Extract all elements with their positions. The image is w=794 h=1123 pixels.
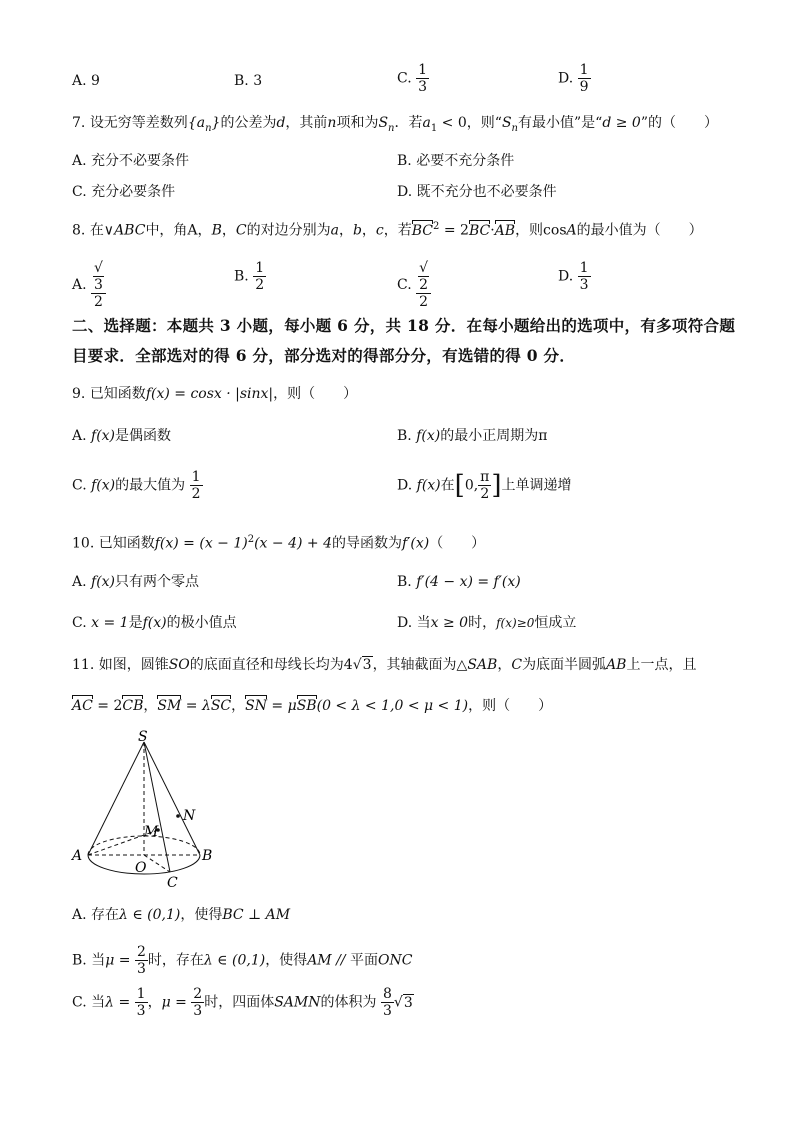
q8-stem: 8. 在∨ABC中，角A，B，C的对边分别为a，b，c，若$BC^2 = 2BC\cdot AB$，则cosA的最小值为（ ） (72, 221, 703, 239)
q11-option-c: C. 当λ = $\frac{1}{3}$ ，μ = $\frac{2}{3}$ 时，四面体SAMN的体积为 $\frac{8}{3}$ √3 (72, 986, 413, 1019)
label-b: B (202, 848, 213, 864)
label-o: O (135, 860, 147, 876)
q6-option-d: D. $\frac{1}{9}$ (558, 62, 589, 95)
q11-stem-line2: AC = 2CB，SM = λSC，SN = μSB(0 < λ < 1,0 < μ < 1)，则（ ） (72, 698, 553, 714)
label-a: A (72, 848, 83, 864)
q9-option-d: D. f(x)在[0, $\frac{\pi}{2}$ ]上单调递增 (397, 469, 572, 502)
q8-option-b: B. $\frac{1}{2}$ (234, 260, 265, 293)
q9-option-c: C. f(x)的最大值为 $\frac{1}{2}$ (72, 469, 201, 502)
label-m: M (144, 824, 159, 840)
q7-stem: 7. 设无穷等差数列$\{a_n\}$的公差为d，其前n项和为$S_n$．若$a_1 < 0$，则“$S_n$有最小值”是“d ≥ 0”的（ ） (72, 115, 718, 134)
q10-option-a: A. f(x)只有两个零点 (72, 574, 200, 590)
q7-option-d: D. 既不充分也不必要条件 (397, 184, 557, 200)
q9-stem: 9. 已知函数f(x) = cosx · |sinx|，则（ ） (72, 386, 358, 402)
q9-option-a: A. f(x)是偶函数 (72, 428, 172, 444)
q11-stem-line1: 11. 如图，圆锥SO的底面直径和母线长均为4√3，其轴截面为△SAB，C为底面半圆弧AB上一点，且 (72, 657, 697, 673)
q11-option-b: B. 当μ = $\frac{2}{3}$ 时，存在λ ∈ (0,1)，使得AM // 平面ONC (72, 944, 413, 977)
segment-oc (144, 855, 170, 872)
label-n: N (183, 808, 196, 824)
cone-figure (68, 730, 218, 890)
segment-sc (144, 742, 170, 872)
label-c: C (167, 875, 178, 890)
q7-option-c: C. 充分必要条件 (72, 184, 176, 200)
q10-option-c: C. x = 1是f(x)的极小值点 (72, 615, 237, 631)
q6-option-a: A. 9 (72, 73, 100, 89)
q8-option-c: C. √ 2 2 (397, 260, 431, 310)
q7-option-a: A. 充分不必要条件 (72, 153, 190, 169)
q6-option-c: C. $\frac{1}{3}$ (397, 62, 428, 95)
label-s: S (138, 730, 148, 745)
q10-stem: 10. 已知函数$f(x) = (x - 1)^2(x - 4) + 4$的导函数为f′(x)（ ） (72, 534, 486, 552)
q10-option-b: B. f′(4 − x) = f′(x) (397, 574, 521, 590)
point-n (176, 814, 180, 818)
q11-option-a: A. 存在λ ∈ (0,1)，使得BC ⊥ AM (72, 907, 291, 923)
q6-option-b: B. 3 (234, 73, 263, 89)
section2-line1: 二、选择题：本题共 3 小题，每小题 6 分，共 18 分．在每小题给出的选项中，有多项符合题 (72, 316, 736, 335)
q10-option-d: D. 当x ≥ 0时，f(x)≥0恒成立 (397, 615, 577, 631)
q8-option-d: D. $\frac{1}{3}$ (558, 260, 589, 293)
section2-line2: 目要求．全部选对的得 6 分，部分选对的得部分分，有选错的得 0 分． (72, 346, 576, 365)
q8-option-a: A. √ 3 2 (72, 260, 106, 310)
q9-option-b: B. f(x)的最小正周期为π (397, 428, 548, 444)
q7-option-b: B. 必要不充分条件 (397, 153, 515, 169)
